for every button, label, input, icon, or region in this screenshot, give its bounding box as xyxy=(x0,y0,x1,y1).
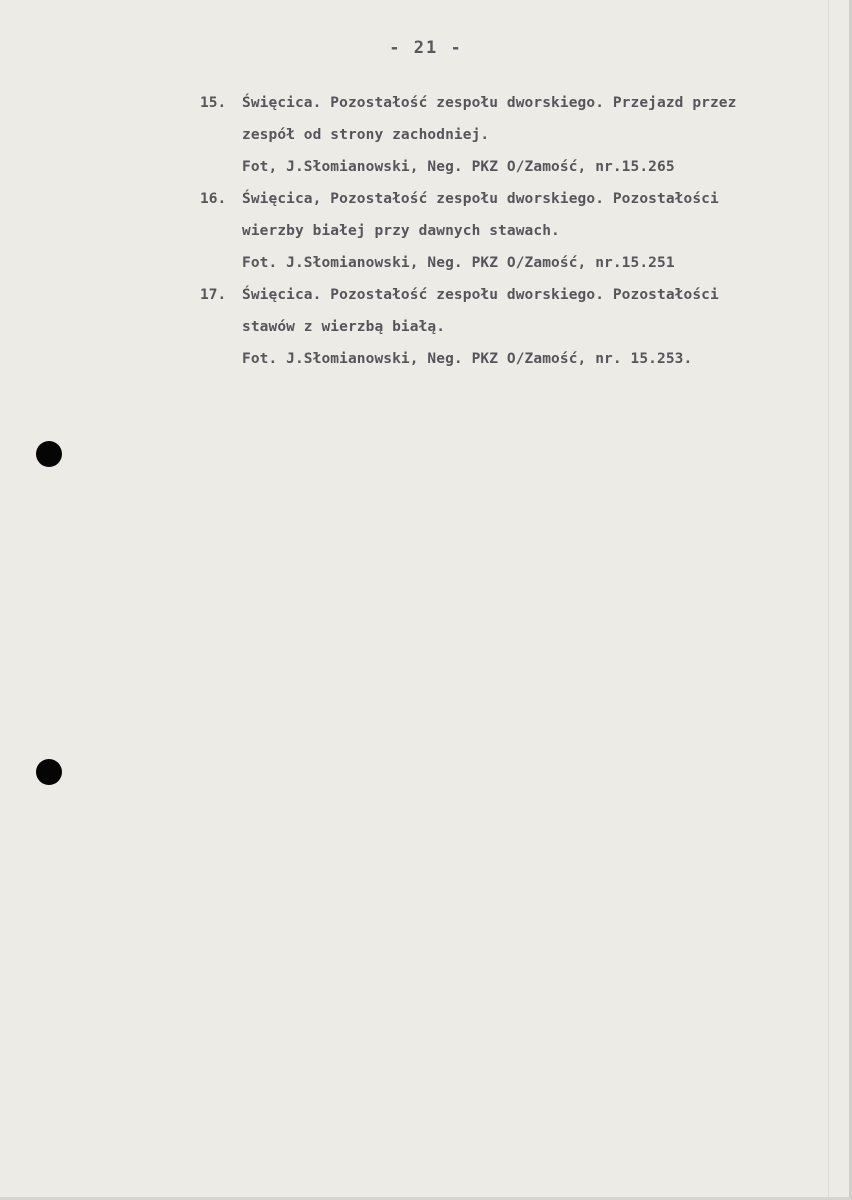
entry-line: zespół od strony zachodniej. xyxy=(242,127,490,143)
entry-line: Święcica. Pozostałość zespołu dworskiego. Pozostałości xyxy=(242,287,719,303)
entry-number: 15. xyxy=(200,95,227,111)
binder-punch-hole xyxy=(36,759,62,785)
entry-line: Święcica, Pozostałość zespołu dworskiego. Pozostałości xyxy=(242,191,719,207)
entry-photo-credit: Fot. J.Słomianowski, Neg. PKZ O/Zamość, nr.15.251 xyxy=(242,255,675,271)
page-number: - 21 - xyxy=(389,38,463,58)
entry-line: wierzby białej przy dawnych stawach. xyxy=(242,223,560,239)
entry-number: 16. xyxy=(200,191,227,207)
entry-number: 17. xyxy=(200,287,227,303)
caption-entry-15 xyxy=(200,87,835,183)
photo-caption-list xyxy=(200,87,835,375)
entry-photo-credit: Fot. J.Słomianowski, Neg. PKZ O/Zamość, nr. 15.253. xyxy=(242,351,693,367)
binder-punch-hole xyxy=(36,441,62,467)
caption-entry-16 xyxy=(200,183,835,279)
entry-photo-credit: Fot, J.Słomianowski, Neg. PKZ O/Zamość, nr.15.265 xyxy=(242,159,675,175)
caption-entry-17 xyxy=(200,279,835,375)
entry-line: stawów z wierzbą białą. xyxy=(242,319,446,335)
entry-line: Święcica. Pozostałość zespołu dworskiego. Przejazd przez xyxy=(242,95,737,111)
